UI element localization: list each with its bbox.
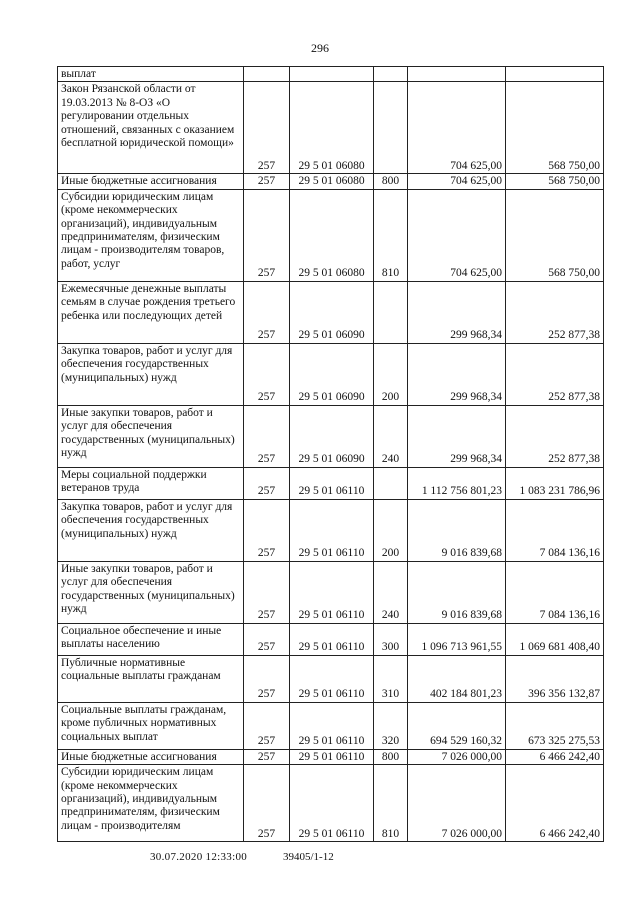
- row-name-cell: Иные закупки товаров, работ и услуг для обеспечения государственных (муниципальных) нужд: [58, 405, 244, 467]
- ministry-code-cell: 257: [244, 749, 290, 764]
- amount-year1-cell: 1 112 756 801,23: [408, 467, 506, 499]
- target-article-cell: 29 5 01 06110: [290, 655, 374, 702]
- row-name-cell: Социальное обеспечение и иные выплаты населению: [58, 623, 244, 655]
- expense-type-cell: [374, 67, 408, 82]
- amount-year1-cell: 704 625,00: [408, 82, 506, 174]
- expense-type-cell: 310: [374, 655, 408, 702]
- table-row: [58, 189, 604, 281]
- amount-year1-cell: 704 625,00: [408, 189, 506, 281]
- row-name-cell: Социальные выплаты гражданам, кроме публичных нормативных социальных выплат: [58, 702, 244, 749]
- table-row: [58, 561, 604, 623]
- amount-year1-cell: 9 016 839,68: [408, 561, 506, 623]
- amount-year1-cell: [408, 67, 506, 82]
- amount-year1-cell: 704 625,00: [408, 174, 506, 189]
- row-name-cell: Закупка товаров, работ и услуг для обеспечения государственных (муниципальных) нужд: [58, 343, 244, 405]
- ministry-code-cell: 257: [244, 467, 290, 499]
- row-name-cell: Меры социальной поддержки ветеранов труда: [58, 467, 244, 499]
- table-row: [58, 405, 604, 467]
- ministry-code-cell: 257: [244, 174, 290, 189]
- ministry-code-cell: 257: [244, 702, 290, 749]
- table-row: [58, 82, 604, 174]
- expense-type-cell: 240: [374, 405, 408, 467]
- amount-year2-cell: [506, 67, 604, 82]
- expense-type-cell: 800: [374, 174, 408, 189]
- amount-year1-cell: 694 529 160,32: [408, 702, 506, 749]
- target-article-cell: 29 5 01 06110: [290, 561, 374, 623]
- target-article-cell: 29 5 01 06090: [290, 405, 374, 467]
- amount-year2-cell: 7 084 136,16: [506, 499, 604, 561]
- page-number: 296: [311, 41, 329, 55]
- amount-year2-cell: 7 084 136,16: [506, 561, 604, 623]
- amount-year2-cell: 252 877,38: [506, 281, 604, 343]
- amount-year2-cell: 568 750,00: [506, 174, 604, 189]
- table-row: [58, 467, 604, 499]
- amount-year2-cell: 252 877,38: [506, 343, 604, 405]
- table-row: [58, 623, 604, 655]
- table-row: [58, 281, 604, 343]
- amount-year2-cell: 1 069 681 408,40: [506, 623, 604, 655]
- target-article-cell: 29 5 01 06090: [290, 281, 374, 343]
- amount-year2-cell: 673 325 275,53: [506, 702, 604, 749]
- amount-year2-cell: 568 750,00: [506, 189, 604, 281]
- target-article-cell: 29 5 01 06080: [290, 174, 374, 189]
- ministry-code-cell: 257: [244, 189, 290, 281]
- amount-year2-cell: 1 083 231 786,96: [506, 467, 604, 499]
- ministry-code-cell: 257: [244, 765, 290, 842]
- expense-type-cell: [374, 82, 408, 174]
- amount-year1-cell: 299 968,34: [408, 405, 506, 467]
- amount-year1-cell: 402 184 801,23: [408, 655, 506, 702]
- expense-type-cell: [374, 281, 408, 343]
- target-article-cell: 29 5 01 06110: [290, 749, 374, 764]
- expense-type-cell: 300: [374, 623, 408, 655]
- amount-year2-cell: 396 356 132,87: [506, 655, 604, 702]
- footer-datetime: 30.07.2020 12:33:00: [150, 851, 248, 863]
- row-name-cell: Иные бюджетные ассигнования: [58, 749, 244, 764]
- amount-year2-cell: 568 750,00: [506, 82, 604, 174]
- expense-type-cell: 200: [374, 343, 408, 405]
- target-article-cell: 29 5 01 06090: [290, 343, 374, 405]
- expense-type-cell: 320: [374, 702, 408, 749]
- expense-type-cell: 240: [374, 561, 408, 623]
- row-name-cell: выплат: [58, 67, 244, 82]
- row-name-cell: Закупка товаров, работ и услуг для обеспечения государственных (муниципальных) нужд: [58, 499, 244, 561]
- row-name-cell: Иные закупки товаров, работ и услуг для обеспечения государственных (муниципальных) нужд: [58, 561, 244, 623]
- ministry-code-cell: 257: [244, 281, 290, 343]
- target-article-cell: [290, 67, 374, 82]
- ministry-code-cell: 257: [244, 82, 290, 174]
- expense-type-cell: [374, 467, 408, 499]
- row-name-cell: Субсидии юридическим лицам (кроме некоммерческих организаций), индивидуальным предпринимателям, физическим лицам - производителям товаров, работ, услуг: [58, 189, 244, 281]
- amount-year1-cell: 7 026 000,00: [408, 765, 506, 842]
- target-article-cell: 29 5 01 06110: [290, 702, 374, 749]
- table-row: [58, 174, 604, 189]
- amount-year1-cell: 7 026 000,00: [408, 749, 506, 764]
- target-article-cell: 29 5 01 06080: [290, 82, 374, 174]
- amount-year1-cell: 299 968,34: [408, 343, 506, 405]
- budget-table-body: [58, 67, 604, 842]
- ministry-code-cell: 257: [244, 623, 290, 655]
- target-article-cell: 29 5 01 06110: [290, 467, 374, 499]
- row-name-cell: Субсидии юридическим лицам (кроме некоммерческих организаций), индивидуальным предпринимателям, физическим лицам - производителям: [58, 765, 244, 842]
- target-article-cell: 29 5 01 06080: [290, 189, 374, 281]
- ministry-code-cell: 257: [244, 499, 290, 561]
- table-row: [58, 655, 604, 702]
- target-article-cell: 29 5 01 06110: [290, 499, 374, 561]
- amount-year1-cell: 1 096 713 961,55: [408, 623, 506, 655]
- row-name-cell: Иные бюджетные ассигнования: [58, 174, 244, 189]
- table-row: [58, 343, 604, 405]
- ministry-code-cell: 257: [244, 655, 290, 702]
- target-article-cell: 29 5 01 06110: [290, 623, 374, 655]
- ministry-code-cell: [244, 67, 290, 82]
- expense-type-cell: 200: [374, 499, 408, 561]
- target-article-cell: 29 5 01 06110: [290, 765, 374, 842]
- row-name-cell: Закон Рязанской области от 19.03.2013 № 8-ОЗ «О регулировании отдельных отношений, связанных с оказанием бесплатной юридической помощи»: [58, 82, 244, 174]
- row-name-cell: Публичные нормативные социальные выплаты гражданам: [58, 655, 244, 702]
- expense-type-cell: 810: [374, 765, 408, 842]
- expense-type-cell: 810: [374, 189, 408, 281]
- row-name-cell: Ежемесячные денежные выплаты семьям в случае рождения третьего ребенка или последующих детей: [58, 281, 244, 343]
- expense-type-cell: 800: [374, 749, 408, 764]
- budget-table: [57, 66, 604, 842]
- amount-year2-cell: 6 466 242,40: [506, 749, 604, 764]
- table-row: [58, 67, 604, 82]
- ministry-code-cell: 257: [244, 561, 290, 623]
- table-row: [58, 702, 604, 749]
- footer-document-id: 39405/1-12: [283, 851, 334, 863]
- ministry-code-cell: 257: [244, 405, 290, 467]
- table-row: [58, 749, 604, 764]
- amount-year2-cell: 6 466 242,40: [506, 765, 604, 842]
- table-row: [58, 765, 604, 842]
- amount-year2-cell: 252 877,38: [506, 405, 604, 467]
- amount-year1-cell: 9 016 839,68: [408, 499, 506, 561]
- ministry-code-cell: 257: [244, 343, 290, 405]
- amount-year1-cell: 299 968,34: [408, 281, 506, 343]
- table-row: [58, 499, 604, 561]
